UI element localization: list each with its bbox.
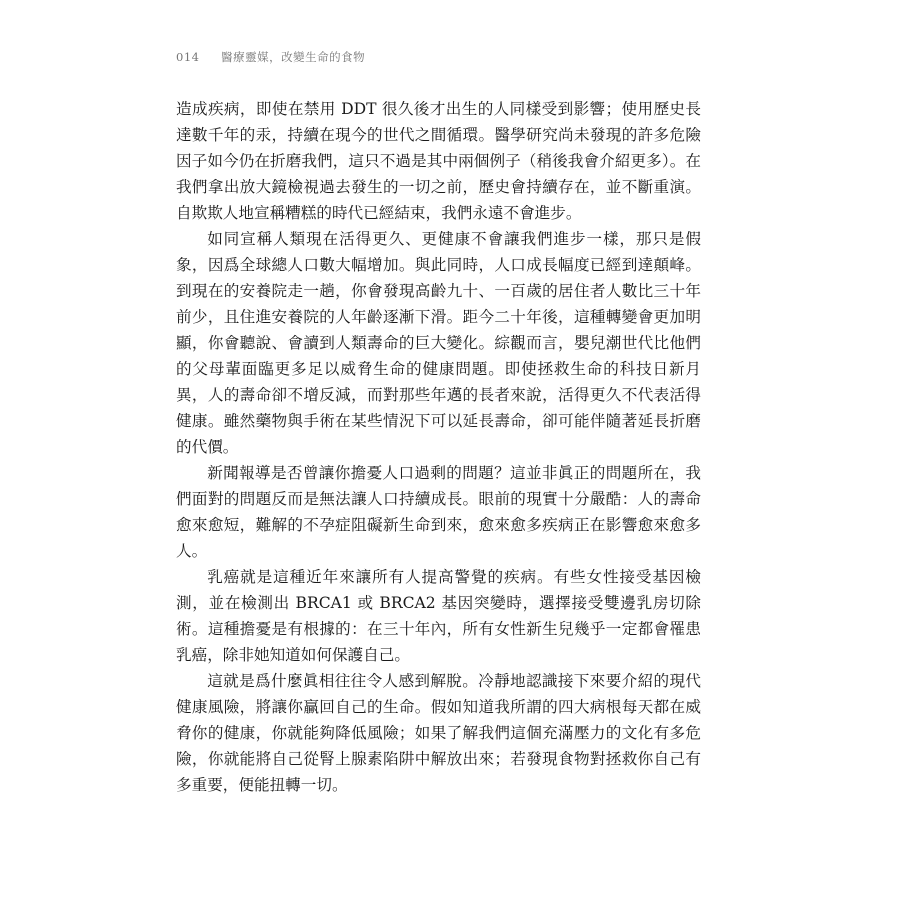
paragraph-3: 新聞報導是否曾讓你擔憂人口過剩的問題？這並非眞正的問題所在，我們面對的問題反而是無法讓人口持續成長。眼前的現實十分嚴酷：人的壽命愈來愈短，難解的不孕症阻礙新生命到來，愈來愈多疾病正在影響愈來愈多人。 [176, 464, 701, 560]
paragraph-1: 造成疾病，即使在禁用 DDT 很久後才出生的人同樣受到影響；使用歷史長達數千年的汞，持續在現今的世代之間循環。醫學研究尚未發現的許多危險因子如今仍在折磨我們，這只不過是其中兩個例子（稍後我會介紹更多）。在我們拿出放大鏡檢視過去發生的一切之前，歷史會持續存在，並不斷重演。自欺欺人地宣稱糟糕的時代已經結束，我們永遠不會進步。 [176, 100, 701, 222]
paragraph-5: 這就是爲什麼眞相往往令人感到解脫。冷靜地認識接下來要介紹的現代健康風險，將讓你贏回自己的生命。假如知道我所謂的四大病根每天都在威脅你的健康，你就能夠降低風險；如果了解我們這個充滿壓力的文化有多危險，你就能將自己從腎上腺素陷阱中解放出來；若發現食物對拯救你自己有多重要，便能扭轉一切。 [176, 672, 701, 794]
page-number: 014 [176, 50, 200, 64]
body-text [176, 96, 701, 798]
book-title: 醫療靈媒，改變生命的食物 [221, 50, 366, 64]
running-header [176, 49, 365, 65]
paragraph-2: 如同宣稱人類現在活得更久、更健康不會讓我們進步一樣，那只是假象，因爲全球總人口數大幅增加。與此同時，人口成長幅度已經到達顛峰。到現在的安養院走一趟，你會發現高齡九十、一百歲的居住者人數比三十年前少，且住進安養院的人年齡逐漸下滑。距今二十年後，這種轉變會更加明顯，你會聽說、會讀到人類壽命的巨大變化。綜觀而言，嬰兒潮世代比他們的父母輩面臨更多足以威脅生命的健康問題。即使拯救生命的科技日新月異，人的壽命卻不增反減，而對那些年邁的長者來說，活得更久不代表活得健康。雖然藥物與手術在某些情況下可以延長壽命，卻可能伴隨著延長折磨的代價。 [176, 230, 701, 456]
paragraph-4: 乳癌就是這種近年來讓所有人提高警覺的疾病。有些女性接受基因檢測，並在檢測出 BRCA1 或 BRCA2 基因突變時，選擇接受雙邊乳房切除術。這種擔憂是有根據的：在三十年內，所有女性新生兒幾乎一定都會罹患乳癌，除非她知道如何保護自己。 [176, 568, 701, 664]
